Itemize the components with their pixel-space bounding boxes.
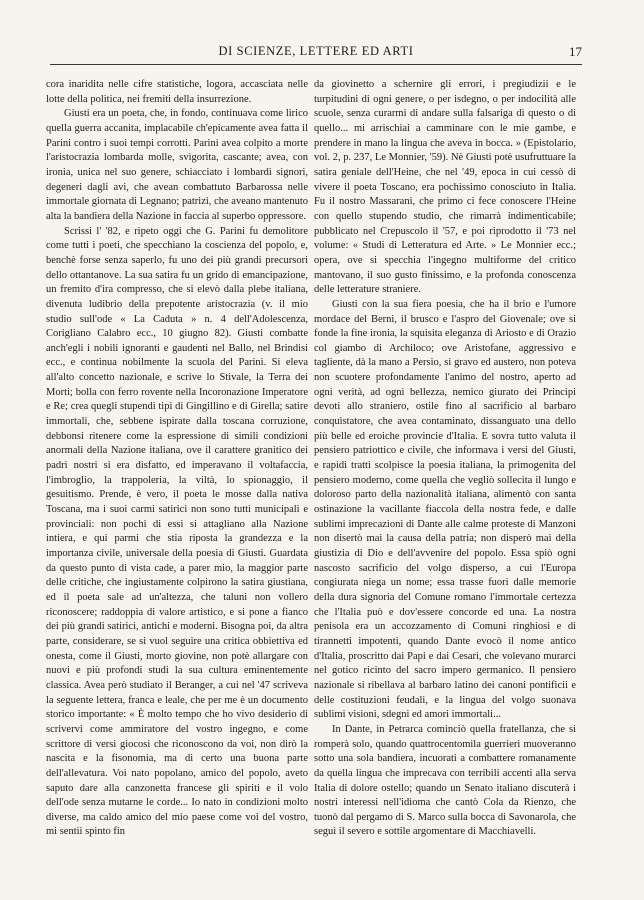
right-column [314, 78, 576, 878]
paragraph: cora inaridita nelle cifre statistiche, logora, accasciata nelle lotte della politica, nei fremiti della insurrezione. [46, 79, 308, 105]
paragraph: da giovinetto a schernire gli errori, i pregiudizii e le turpitudini di ogni genere, o per isdegno, o per indocilità alle scuole, senza curarmi di andare sulla falsariga di questo o di quello... mi arrischiai a camminare con le mie gambe, e prendere in mano la lingua che aveva in bocca. » (Epistolario, vol. 2, p. 237, Le Monnier, '59). Nè Giusti potè usufruttuare la satira geniale dell'Heine, che nel '49, epoca in cui cessò di vivere il poeta Toscano, era pochissimo conosciuto in Italia. Fu il nostro Massarani, che primo ci fece conoscere l'Heine con quello stupendo studio, che rimarrà indimenticabile; pubblicato nel Crepuscolo il '57, e poi riprodotto il '73 nel volume: « Studi di Letteratura ed Arte. » Le Monnier ecc.; opera, ove si specchia l'ingegno multiforme del critico mantovano, il suo gusto finissimo, e la profonda conoscenza delle letterature straniere. [314, 79, 576, 296]
paragraph: In Dante, in Petrarca cominciò quella fratellanza, che si romperà solo, quando quattrocentomila guerrieri muoveranno sotto una sola bandiera, incuorati a combattere romanamente da quella lingua che imprecava con terribili accenti alla serva Italia di dolore ostello; quando un Senato italiano discuterà i nostri interessi nell'idioma che cantò Cola da Rienzo, che tuonò dal pergamo di S. Marco sulla bocca di Savonarola, che seguì il severo e sottile argomentare di Macchiavelli. [314, 723, 576, 838]
left-column [46, 78, 308, 878]
paragraph: Giusti era un poeta, che, in fondo, continuava come lirico quella guerra accanita, implacabile ch'epicamente avea fatta il Parini contro i suoi tempi corrotti. Parini avea colpito a morte l'aristocrazia lombarda molle, svigorita, cascante; avea, con ironia, unica nel suo genere, schiacciato i lombardi signori, degeneri dagli avi, che avean combattuto Barbarossa nelle immortale giornata di Legnano; patrizi, che aveano mantenuto alta la bandiera della Nazione in faccia al superbo oppressore. [46, 108, 308, 222]
running-title: DI SCIENZE, LETTERE ED ARTI [218, 44, 414, 58]
paragraph: Giusti con la sua fiera poesia, che ha il brio e l'umore mordace del Berni, il brusco e l'aspro del Giovenale; ove si fonde la fine ironia, la squisita eleganza di Ariosto e di Orazio col giambo di Archiloco; ove Aristofane, aggressivo e tagliente, dà la mano a Persio, si gravo ed austero, non poteva non scuotere profondamente l'animo del nostro, aperto ad ogni verità, ad ogni bellezza, nemico giurato dei Principi devoti allo straniero, ostile fino al sacrificio al barbaro conquistatore, che avea contaminato, dissanguato una dello più belle ed eroiche provincie d'Italia. E sovra tutto valuta il pensiero patriottico e civile, che informava i versi del Giusti, e rapidi tratti scolpisce la poesia italiana, la primogenita del pensiero moderno, come quella che vegliò sollecita il lungo e doloroso parto della nazionalità italiana, alimentò con santa ostinazione la vacillante fiaccola della nostra fede, e dalle sublimi imprecazioni di Dante alle calme proteste di Manzoni non disertò mai la causa della patria; non disperò mai della giustizia di Dio e dell'avvenire del popolo. Essa spiò ogni nascosto sacrificio del volgo disperso, a cui l'Europa congiurata niega un nome; essa trasse fuori dalle memorie della dura signoria del Comune romano l'immortale certezza che l'Italia può e dov'essere concorde ed una. La nostra penisola era un accozzamento di Comuni ringhiosi e di tirannetti impotenti, quando Dante evocò il nome antico d'Italia, proscritto dai Papi e dai Cesari, che volevano murarci nel gotico ricinto del sacro impero germanico. Il pensiero nazionale si ribellava al barbaro latino dei canoni pontificii e delle costituzioni feudali, e la lingua del volgo suonava sublimi visioni, sdegni ed amori immortali... [314, 298, 576, 721]
page-number: 17 [569, 44, 582, 59]
paragraph: Scrissi l' '82, e ripeto oggi che G. Parini fu demolitore come tutti i poeti, che specchiano la coscienza del popolo, e, benchè forse senza saperlo, fu uno dei più grandi precursori dello ottantanove. La sua satira fu un grido di emancipazione, un fremito d'ira compresso, che si elevò dalla plebe italiana, divenuta ludibrio della prepotente aristocrazia (v. il mio studio sull'ode « La Caduta » n. 4 dell'Adolescenza, Corigliano Calabro ecc., 10 giugno 82). Giusti combatte anch'egli i nobili ignoranti e gaudenti nel Ballo, nel Brindisi ecc., e continua nobilmente la scuola del Parini. Si eleva all'alto concetto nazionale, e scrive lo Stivale, la Terra dei Morti; bolla con ferro rovente nella Incoronazione Imperatore e Re; crea quegli stupendi tipi di Gingillino e di Girella; satire immortali, che, sebbene ispirate dalla toscana corruzione, debbonsi ritenere come la espressione di simili condizioni anormali della Nazione italiana, ove il carattere granitico dei padri nostri si era disfatto, ed imperavano il voltafaccia, l'imbroglio, la trappoleria, la viltà, lo spionaggio, il gesuitismo. Prende, è vero, il poeta le mosse dalla nativa Toscana, ma i suoi carmi satirici non sono tutti municipali e provinciali: non pochi di essi si attagliano alla Nazione intiera, e qui parmi che stia riposta la grandezza e la importanza civile, universale della poesia di Giusti. Guardata da questo punto di vista cade, a parer mio, la maggior parte delle critiche, che ingiustamente colpirono la satira giustiana, ed il poeta sale ad un'altezza, che taluni non vollero riconoscere; raddoppia di valore artistico, e si pone a fianco dei più grandi satirici, antichi e moderni. Bisogna poi, da altra parte, considerare, se si vuol seguire una critica obbiettiva ed onesta, come il Giusti, morto giovine, non potè allargare con nuovi e più profondi studi la sua cultura eminentemente classica. Avea però studiato il Beranger, a cui nel '47 scriveva la seguente lettera, franca e leale, che per me è un documento storico importante: « È molto tempo che ho vivo desiderio di scrivervi come ammiratore del vostro ingegno, e come scrittore di versi giocosi che riconoscono da voi, non dirò la nascita e la fisonomia, ma di certo una buona parte dell'allevatura. Voi nato popolano, amico del popolo, aveto saputo dare alla canzonetta francese gli spiriti e il volo dell'ode senza mutarne le corde... Io nato in condizioni molto diverse, ma caldo amico del mio paese come voi del vostro, mi sentii spinto fin [46, 225, 308, 838]
running-header [50, 44, 582, 65]
